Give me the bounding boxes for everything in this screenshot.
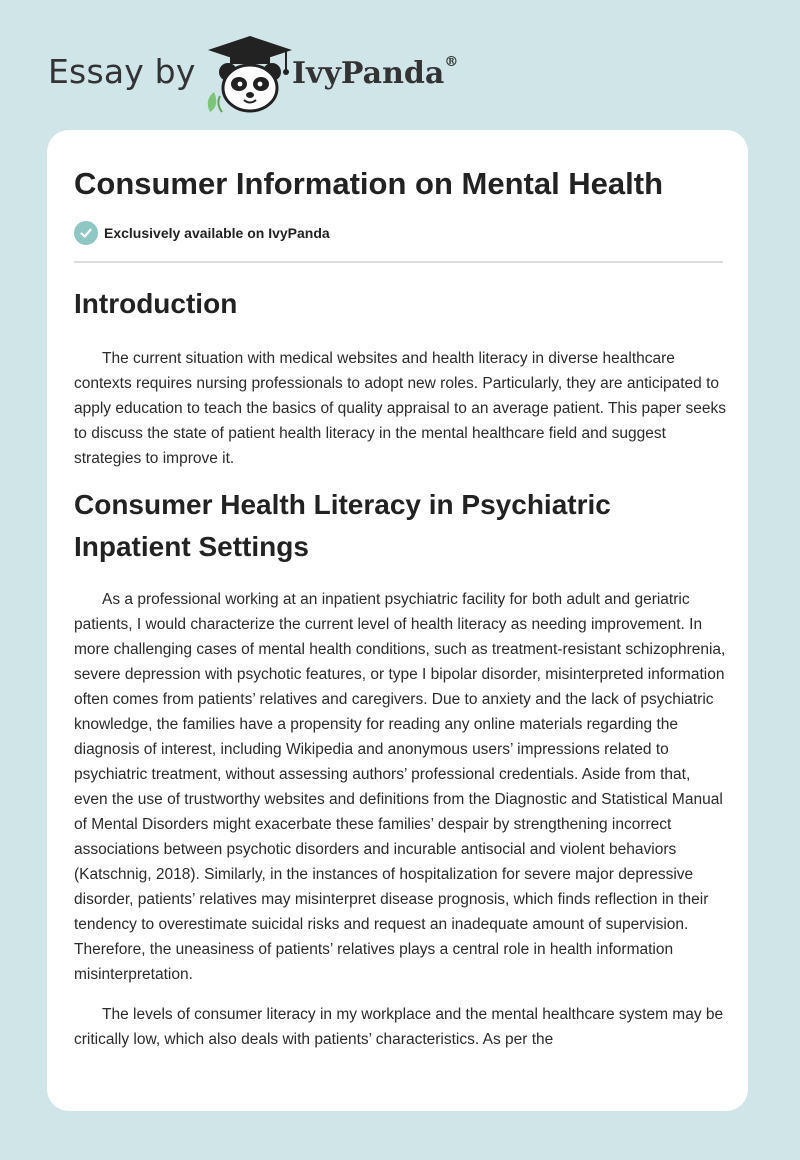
brand-name[interactable]: IvyPanda® [292,54,459,91]
paragraph: The current situation with medical websites and health literacy in diverse healthcare contexts requires nursing professionals to adopt new roles. Particularly, they are anticipated to apply education to teach the basics of quality appraisal to an average patient. This paper seeks to discuss the state of patient health literacy in the mental healthcare field and suggest strategies to improve it. [74,350,726,467]
article-title: Consumer Information on Mental Health [74,166,664,201]
exclusive-label: Exclusively available on IvyPanda [104,225,330,241]
section-heading-introduction: Introduction [74,288,238,319]
article-body [74,280,726,1052]
check-circle-icon [74,221,98,245]
site-header [48,34,468,114]
essay-by-label: Essay by [48,52,196,91]
paragraph: The levels of consumer literacy in my workplace and the mental healthcare system may be critically low, which also deals with patients’ characteristics. As per the [74,1006,724,1048]
article-card [47,130,748,1111]
panda-graduate-icon[interactable] [200,34,300,114]
title-divider [74,261,723,263]
exclusive-badge [74,221,330,245]
paragraph: As a professional working at an inpatient psychiatric facility for both adult and geriatric patients, I would characterize the current level of health literacy as needing improvement. In more challenging cases of mental health conditions, such as treatment-resistant schizophrenia, severe depression with psychotic features, or type I bipolar disorder, misinterpreted information often comes from patients’ relatives and caregivers. Due to anxiety and the lack of psychiatric knowledge, the families have a propensity for reading any online materials regarding the diagnosis of interest, including Wikipedia and anonymous users’ impressions related to psychiatric treatment, without assessing authors’ professional credentials. Aside from that, even the use of trustworthy websites and definitions from the Diagnostic and Statistical Manual of Mental Disorders might exacerbate these families’ despair by strengthening incorrect associations between psychotic disorders and incurable antisocial and violent behaviors (Katschnig, 2018). Similarly, in the instances of hospitalization for severe major depressive disorder, patients’ relatives may misinterpret disease prognosis, which finds reflection in their tendency to overestimate suicidal risks and request an inadequate amount of supervision. Therefore, the uneasiness of patients’ relatives plays a central role in health information misinterpretation. [74,591,726,983]
section-heading-health-literacy: Consumer Health Literacy in Psychiatric Inpatient Settings [74,489,611,562]
